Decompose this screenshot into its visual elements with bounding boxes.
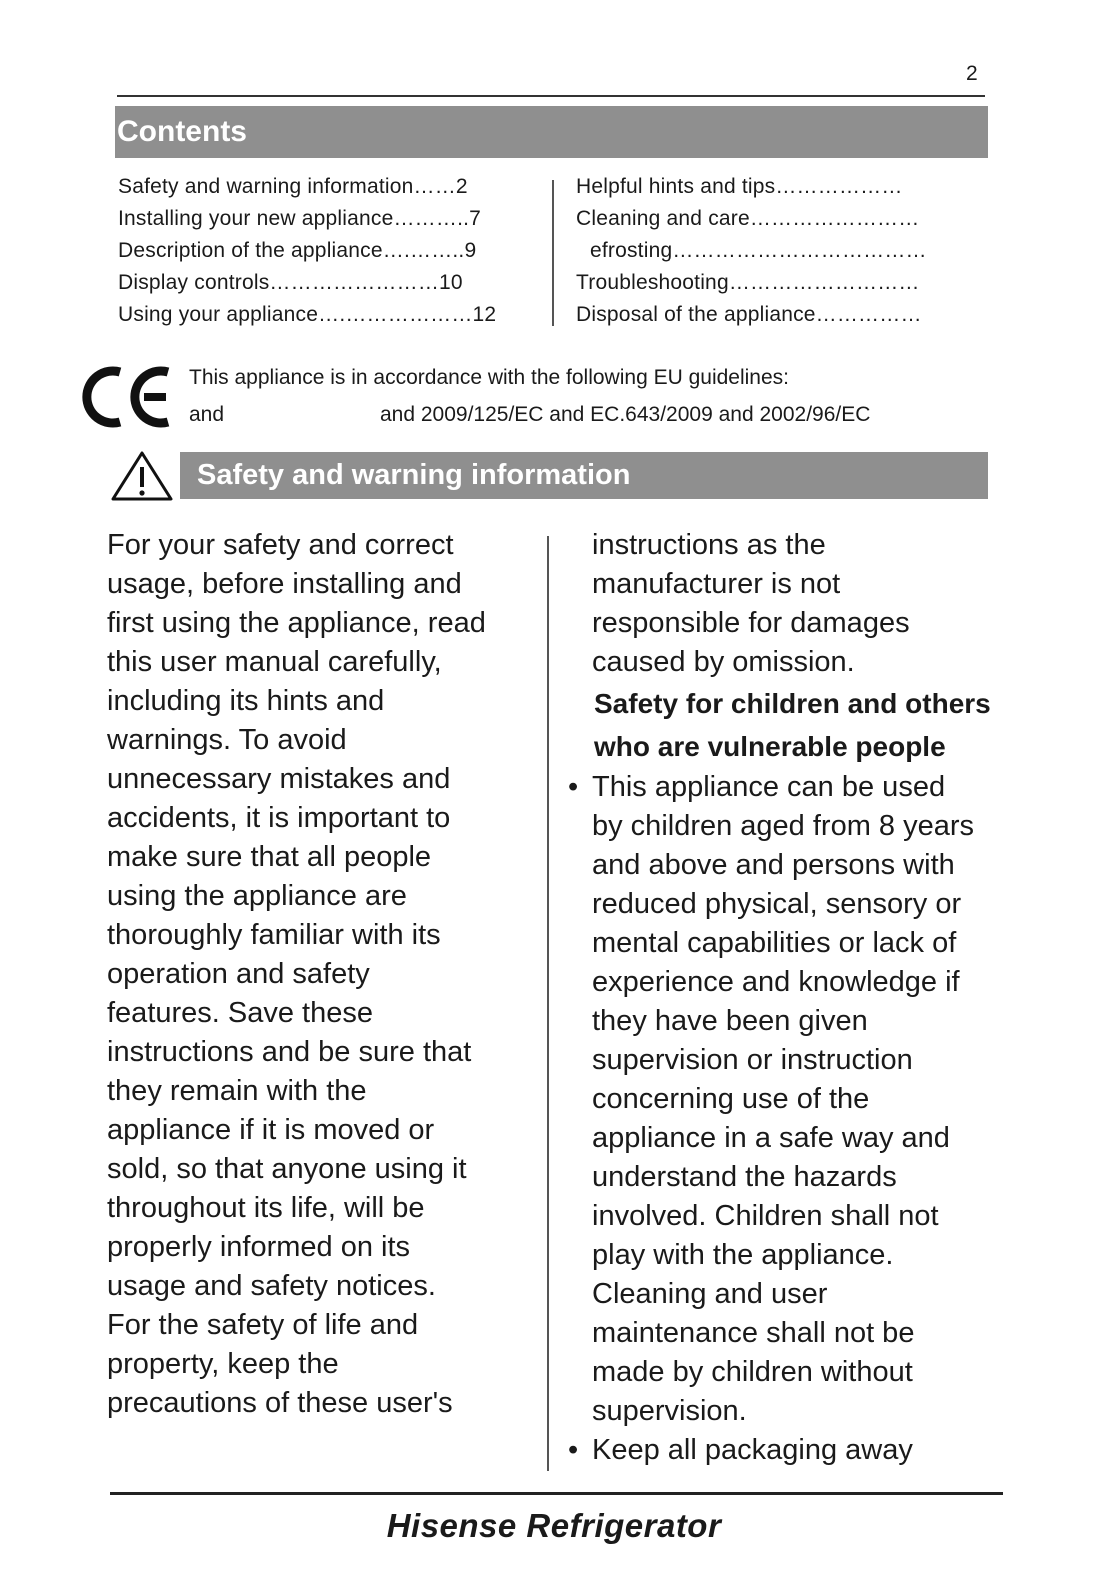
toc-left-column — [118, 171, 536, 331]
text-line: experience and knowledge if — [592, 966, 960, 998]
text-line: mental capabilities or lack of — [592, 927, 957, 959]
text-line: including its hints and — [107, 685, 385, 717]
bullet-item — [568, 768, 1038, 807]
text-line: they remain with the — [107, 1075, 367, 1107]
text-line: reduced physical, sensory or — [592, 888, 962, 920]
text-line: supervision. — [592, 1395, 747, 1427]
text-line: play with the appliance. — [592, 1239, 894, 1271]
text-line: warnings. To avoid — [107, 724, 347, 756]
text-line: This appliance can be used — [592, 771, 946, 803]
text-line: throughout its life, will be — [107, 1192, 425, 1224]
text-line: For the safety of life and — [107, 1309, 419, 1341]
text-line: using the appliance are — [107, 880, 407, 912]
eu-guidelines-and: and — [189, 403, 225, 426]
toc-entry[interactable]: Cleaning and care…………………… — [576, 207, 920, 230]
toc-divider — [552, 180, 554, 326]
text-line: involved. Children shall not — [592, 1200, 939, 1232]
text-line: features. Save these — [107, 997, 373, 1029]
toc-entry[interactable]: Display controls……………………10 — [118, 271, 463, 294]
ce-mark-icon — [82, 362, 174, 432]
toc-entry[interactable]: Troubleshooting……………………… — [576, 271, 920, 294]
text-line: responsible for damages — [592, 607, 910, 639]
text-line: operation and safety — [107, 958, 370, 990]
bullet-icon: • — [568, 1434, 579, 1466]
text-line: make sure that all people — [107, 841, 432, 873]
text-line: caused by omission. — [592, 646, 855, 678]
eu-guidelines-list: and 2009/125/EC and EC.643/2009 and 2002/96/EC — [380, 403, 871, 426]
text-line: Keep all packaging away — [592, 1434, 913, 1466]
safety-intro-text — [107, 526, 537, 1423]
header-rule — [117, 95, 985, 97]
text-line: maintenance shall not be — [592, 1317, 915, 1349]
eu-guidelines-text: This appliance is in accordance with the following EU guidelines: — [189, 366, 789, 389]
text-line: appliance if it is moved or — [107, 1114, 435, 1146]
safety-section-title: Safety and warning information — [180, 452, 988, 499]
text-line: manufacturer is not — [592, 568, 841, 600]
toc-entry[interactable]: Description of the appliance….……..9 — [118, 239, 477, 262]
page-number: 2 — [966, 62, 978, 85]
text-line: and above and persons with — [592, 849, 955, 881]
contents-title: Contents — [115, 106, 988, 158]
text-line: instructions as the — [592, 529, 826, 561]
safety-right-column — [568, 526, 1038, 1470]
bullet-item — [568, 1431, 1038, 1470]
text-line: supervision or instruction — [592, 1044, 913, 1076]
text-line: sold, so that anyone using it — [107, 1153, 467, 1185]
text-line: they have been given — [592, 1005, 868, 1037]
children-safety-heading: Safety for children and others — [594, 688, 991, 719]
children-safety-heading: who are vulnerable people — [594, 731, 946, 762]
text-line: thoroughly familiar with its — [107, 919, 441, 951]
text-line: precautions of these user's — [107, 1387, 453, 1419]
toc-entry[interactable]: Disposal of the appliance…………… — [576, 303, 922, 326]
text-line: Cleaning and user — [592, 1278, 828, 1310]
text-line: this user manual carefully, — [107, 646, 442, 678]
toc-entry[interactable]: Safety and warning information……2 — [118, 175, 468, 198]
warning-triangle-icon — [110, 450, 174, 502]
text-line: made by children without — [592, 1356, 913, 1388]
text-line: concerning use of the — [592, 1083, 870, 1115]
toc-entry[interactable]: Installing your new appliance………..7 — [118, 207, 482, 230]
text-line: appliance in a safe way and — [592, 1122, 950, 1154]
footer-brand: Hisense Refrigerator — [386, 1507, 722, 1544]
text-line: property, keep the — [107, 1348, 339, 1380]
toc-right-column — [576, 171, 976, 331]
text-line: properly informed on its — [107, 1231, 411, 1263]
text-line: usage, before installing and — [107, 568, 462, 600]
text-line: first using the appliance, read — [107, 607, 486, 639]
toc-entry[interactable]: Helpful hints and tips……………… — [576, 175, 903, 198]
text-line: instructions and be sure that — [107, 1036, 472, 1068]
text-line: by children aged from 8 years — [592, 810, 975, 842]
bullet-icon: • — [568, 771, 579, 803]
toc-entry[interactable]: efrosting……………………………… — [590, 239, 927, 262]
text-line: usage and safety notices. — [107, 1270, 436, 1302]
text-line: understand the hazards — [592, 1161, 897, 1193]
footer-rule — [110, 1492, 1003, 1495]
text-line: unnecessary mistakes and — [107, 763, 451, 795]
toc-entry[interactable]: Using your appliance….………………12 — [118, 303, 497, 326]
column-divider — [547, 536, 549, 1471]
text-line: accidents, it is important to — [107, 802, 451, 834]
text-line: For your safety and correct — [107, 529, 454, 561]
